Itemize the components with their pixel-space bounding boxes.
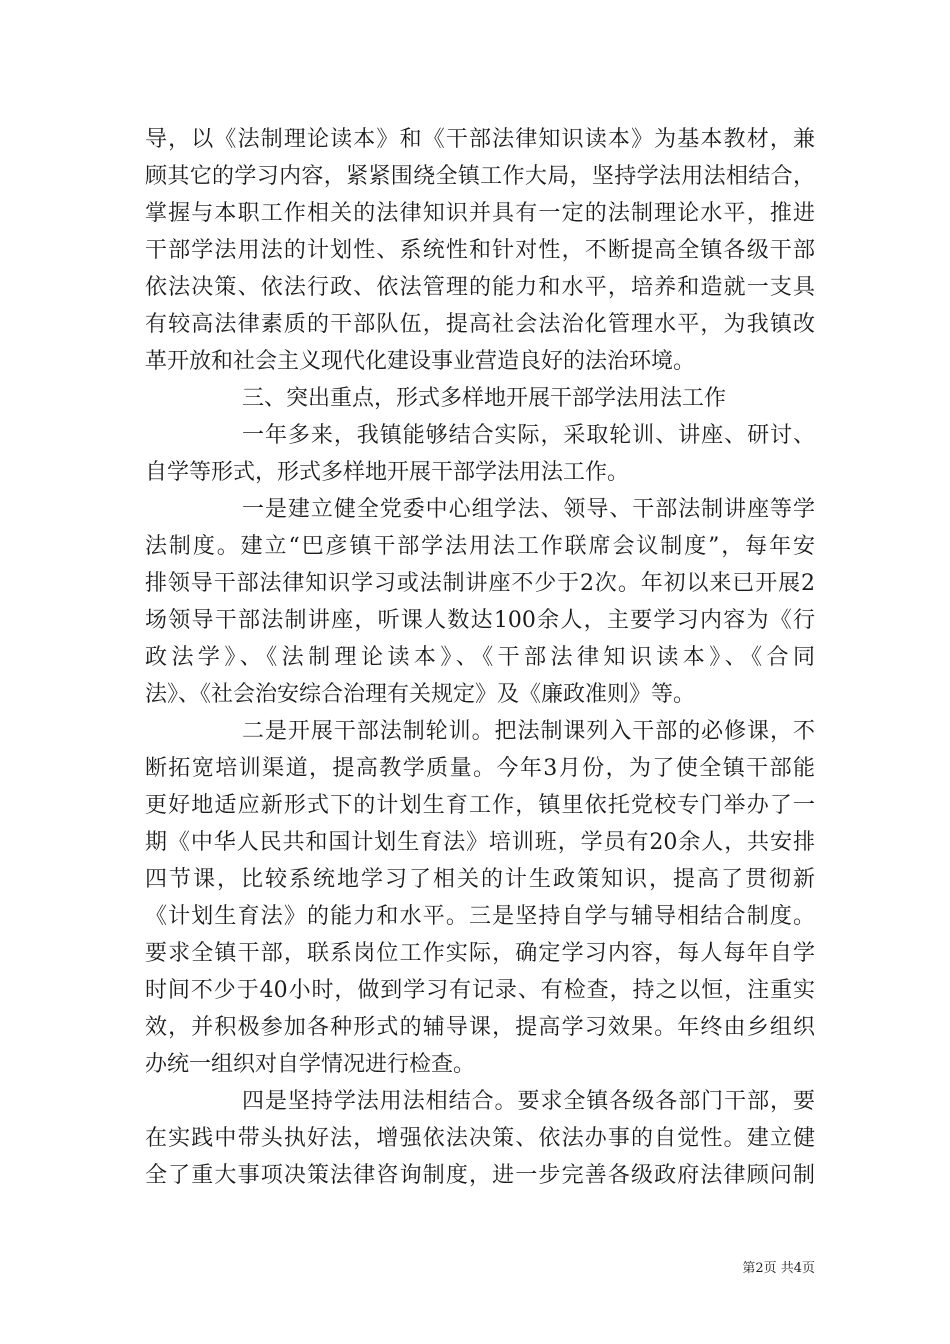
paragraph-line: 一年多来，我镇能够结合实际，采取轮训、讲座、研讨、 bbox=[242, 423, 815, 448]
paragraph-line: 排领导干部法律知识学习或法制讲座不少于2次。年初以来已开展2 bbox=[145, 571, 815, 596]
paragraph-line: 时间不少于40小时，做到学习有记录、有检查，持之以恒，注重实 bbox=[145, 978, 815, 1003]
paragraph-line: 掌握与本职工作相关的法律知识并具有一定的法制理论水平，推进 bbox=[145, 201, 815, 226]
paragraph-line: 革开放和社会主义现代化建设事业营造良好的法治环境。 bbox=[145, 349, 696, 374]
paragraph-line: 断拓宽培训渠道，提高教学质量。今年3月份，为了使全镇干部能 bbox=[145, 756, 815, 781]
paragraph-line: 政法学》、《法制理论读本》、《干部法律知识读本》、《合同 bbox=[145, 645, 815, 670]
paragraph-line: 一是建立健全党委中心组学法、领导、干部法制讲座等学 bbox=[242, 497, 815, 522]
paragraph-line: 导，以《法制理论读本》和《干部法律知识读本》为基本教材，兼 bbox=[145, 127, 815, 152]
paragraph-line: 《计划生育法》的能力和水平。三是坚持自学与辅导相结合制度。 bbox=[145, 904, 815, 929]
page-number: 第2页 共4页 bbox=[742, 1261, 815, 1276]
paragraph-line: 法制度。建立“巴彦镇干部学法用法工作联席会议制度”，每年安 bbox=[145, 534, 815, 559]
paragraph-line: 效，并积极参加各种形式的辅导课，提高学习效果。年终由乡组织 bbox=[145, 1015, 815, 1040]
paragraph-line: 法》、《社会治安综合治理有关规定》及《廉政准则》等。 bbox=[145, 682, 696, 707]
paragraph-line: 二是开展干部法制轮训。把法制课列入干部的必修课，不 bbox=[242, 719, 815, 744]
paragraph-line: 办统一组织对自学情况进行检查。 bbox=[145, 1052, 476, 1077]
paragraph-line: 四是坚持学法用法相结合。要求全镇各级各部门干部，要 bbox=[242, 1089, 815, 1114]
paragraph-line: 更好地适应新形式下的计划生育工作，镇里依托党校专门举办了一 bbox=[145, 793, 815, 818]
paragraph-line: 四节课，比较系统地学习了相关的计生政策知识，提高了贯彻新 bbox=[145, 867, 815, 892]
paragraph-line: 在实践中带头执好法，增强依法决策、依法办事的自觉性。建立健 bbox=[145, 1126, 815, 1151]
paragraph-line: 全了重大事项决策法律咨询制度，进一步完善各级政府法律顾问制 bbox=[145, 1163, 815, 1188]
paragraph-line: 场领导干部法制讲座，听课人数达100余人，主要学习内容为《行 bbox=[145, 608, 815, 633]
paragraph-line: 要求全镇干部，联系岗位工作实际，确定学习内容，每人每年自学 bbox=[145, 941, 815, 966]
paragraph-line: 自学等形式，形式多样地开展干部学法用法工作。 bbox=[145, 460, 630, 485]
paragraph-line: 有较高法律素质的干部队伍，提高社会法治化管理水平，为我镇改 bbox=[145, 312, 815, 337]
section-heading: 三、突出重点，形式多样地开展干部学法用法工作 bbox=[242, 386, 727, 411]
paragraph-line: 依法决策、依法行政、依法管理的能力和水平，培养和造就一支具 bbox=[145, 275, 815, 300]
paragraph-line: 顾其它的学习内容，紧紧围绕全镇工作大局，坚持学法用法相结合， bbox=[145, 164, 815, 189]
paragraph-line: 期《中华人民共和国计划生育法》培训班，学员有20余人，共安排 bbox=[145, 830, 815, 855]
paragraph-line: 干部学法用法的计划性、系统性和针对性，不断提高全镇各级干部 bbox=[145, 238, 815, 263]
